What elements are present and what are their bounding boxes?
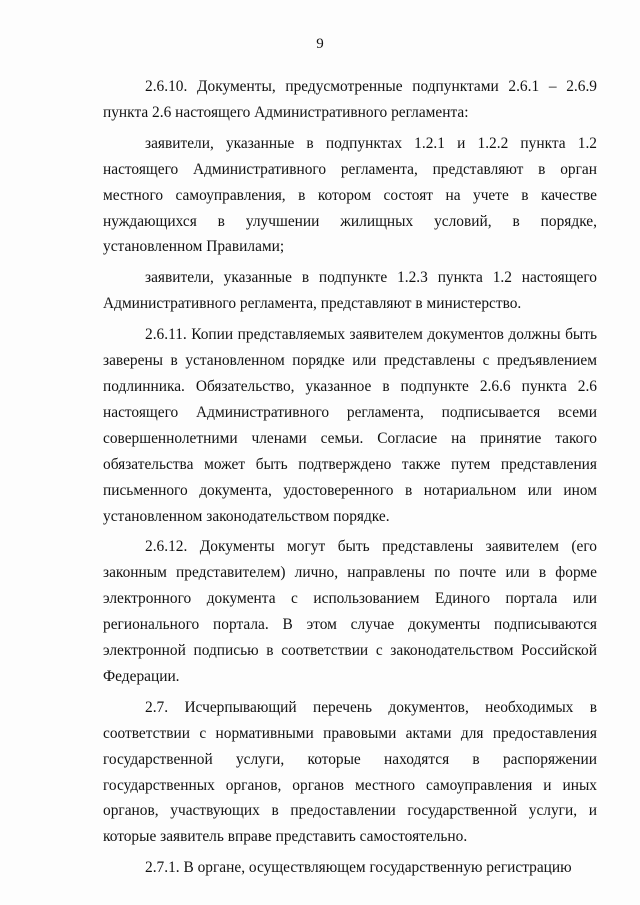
paragraph-2-6-12: 2.6.12. Документы могут быть представлены заявителем (его законным представителем) лично, направлены по почте или в форме электронного документа с использованием Единого портала или регионального портала. В этом случае документы подписываются электронной подписью в соответствии с законодательством Российской Федерации. — [103, 538, 597, 685]
paragraph-applicants-1: заявители, указанные в подпунктах 1.2.1 и 1.2.2 пункта 1.2 настоящего Административного регламента, представляют в орган местного самоуправления, в котором состоят на учете в качестве нуждающихся в улучшении жилищных условий, в порядке, установленном Правилами; — [103, 134, 597, 256]
paragraph-2-6-10: 2.6.10. Документы, предусмотренные подпунктами 2.6.1 – 2.6.9 пункта 2.6 настоящего Административного регламента: — [103, 78, 597, 121]
paragraph-2-6-11: 2.6.11. Копии представляемых заявителем документов должны быть заверены в установленном порядке или представлены с предъявлением подлинника. Обязательство, указанное в подпункте 2.6.6 пункта 2.6 настоящего Административного регламента, подписывается всеми совершеннолетними членами семьи. Согласие на принятие такого обязательства может быть подтверждено также путем представления письменного документа, удостоверенного в нотариальном или ином установленном законодательством порядке. — [103, 326, 597, 525]
paragraph-2-7: 2.7. Исчерпывающий перечень документов, необходимых в соответствии с нормативными правовыми актами для предоставления государственной услуги, которые находятся в распоряжении государственных органов, органов местного самоуправления и иных органов, участвующих в предоставлении государственной услуги, и которые заявитель вправе представить самостоятельно. — [103, 698, 597, 846]
document-body — [103, 74, 597, 886]
paragraph-applicants-2: заявители, указанные в подпункте 1.2.3 пункта 1.2 настоящего Административного регламента, представляют в министерство. — [103, 269, 597, 313]
paragraph-2-7-1: 2.7.1. В органе, осуществляющем государственную регистрацию — [145, 859, 572, 877]
page-number: 9 — [316, 36, 324, 52]
